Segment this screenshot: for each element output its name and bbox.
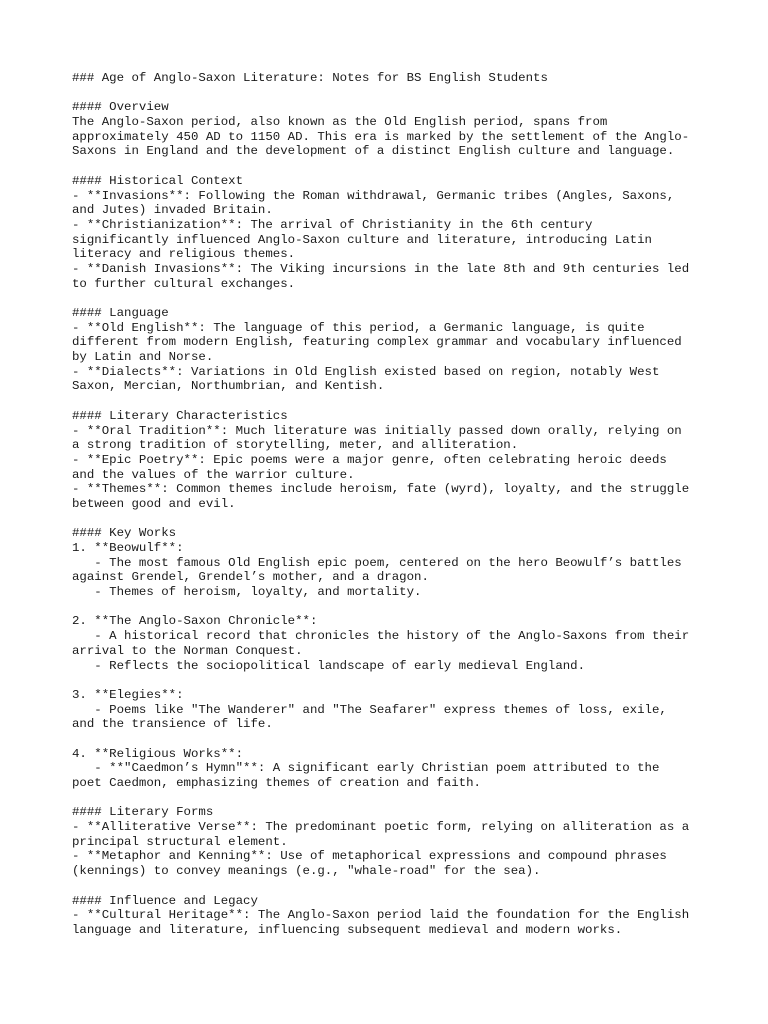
bullet-item: - Reflects the sociopolitical landscape of early medieval England. [72, 658, 586, 673]
document-page [72, 71, 712, 938]
blank-line [72, 600, 712, 615]
section-heading: #### Historical Context [72, 173, 244, 188]
section-heading: #### Literary Characteristics [72, 408, 288, 423]
bullet-item: - **Themes**: Common themes include heroism, fate (wyrd), loyalty, and the struggle [72, 482, 690, 497]
section-heading: #### Language [72, 306, 169, 320]
bullet-item: - **Metaphor and Kenning**: Use of metaphorical expressions and compound phrases [72, 849, 667, 864]
text-line: literacy and religious themes. [72, 247, 296, 262]
text-line: significantly influenced Anglo-Saxon culture and literature, introducing Latin [72, 232, 652, 247]
section-heading: #### Literary Forms [72, 805, 214, 820]
bullet-item: - **"Caedmon’s Hymn"**: A significant early Christian poem attributed to the [72, 761, 660, 776]
bullet-item: - **Old English**: The language of this period, a Germanic language, is quite [72, 320, 645, 335]
text-line: The Anglo-Saxon period, also known as the Old English period, spans from [72, 115, 608, 130]
bullet-item: - **Danish Invasions**: The Viking incursions in the late 8th and 9th centuries led [72, 261, 690, 276]
text-line: and Jutes) invaded Britain. [72, 203, 273, 218]
bullet-item: - **Christianization**: The arrival of Christianity in the 6th century [72, 217, 593, 232]
bullet-item: - **Invasions**: Following the Roman withdrawal, Germanic tribes (Angles, Saxons, [72, 188, 675, 203]
blank-line [72, 512, 712, 527]
document-title: ### Age of Anglo-Saxon Literature: Notes for BS English Students [72, 71, 548, 85]
blank-line [72, 159, 712, 174]
numbered-item: 2. **The Anglo-Saxon Chronicle**: [72, 614, 318, 629]
text-line: against Grendel, Grendel’s mother, and a dragon. [72, 570, 429, 585]
bullet-item: - **Dialects**: Variations in Old English existed based on region, notably West [72, 364, 660, 379]
blank-line [72, 879, 712, 894]
text-line: between good and evil. [72, 496, 236, 511]
bullet-item: - **Alliterative Verse**: The predominant poetic form, relying on alliteration as a [72, 820, 690, 835]
bullet-item: - Poems like "The Wanderer" and "The Seafarer" express themes of loss, exile, [72, 702, 667, 717]
section-heading: #### Overview [72, 100, 169, 115]
text-line: and the values of the warrior culture. [72, 467, 355, 482]
bullet-item: - The most famous Old English epic poem, centered on the hero Beowulf’s battles [72, 555, 682, 570]
text-line: approximately 450 AD to 1150 AD. This era is marked by the settlement of the Anglo- [72, 129, 690, 144]
bullet-item: - **Oral Tradition**: Much literature was initially passed down orally, relying on [72, 423, 682, 438]
bullet-item: - A historical record that chronicles the history of the Anglo-Saxons from their [72, 629, 690, 644]
numbered-item: 4. **Religious Works**: [72, 746, 244, 761]
text-line: poet Caedmon, emphasizing themes of creation and faith. [72, 776, 481, 790]
blank-line [72, 673, 712, 688]
section-heading: #### Influence and Legacy [72, 893, 258, 908]
text-line: (kennings) to convey meanings (e.g., "whale-road" for the sea). [72, 864, 541, 879]
blank-line [72, 791, 712, 806]
blank-line [72, 86, 712, 101]
text-line: language and literature, influencing subsequent medieval and modern works. [72, 922, 623, 937]
text-line: Saxons in England and the development of a distinct English culture and language. [72, 144, 675, 159]
blank-line [72, 732, 712, 747]
text-line: to further cultural exchanges. [72, 276, 296, 291]
text-line: and the transience of life. [72, 717, 273, 732]
numbered-item: 3. **Elegies**: [72, 687, 184, 702]
text-line: a strong tradition of storytelling, meter, and alliteration. [72, 438, 519, 453]
blank-line [72, 291, 712, 306]
blank-line [72, 394, 712, 409]
bullet-item: - Themes of heroism, loyalty, and mortality. [72, 585, 422, 600]
text-line: arrival to the Norman Conquest. [72, 643, 303, 658]
text-line: different from modern English, featuring complex grammar and vocabulary influenced [72, 335, 682, 350]
text-line: by Latin and Norse. [72, 350, 214, 365]
section-heading: #### Key Works [72, 526, 177, 541]
text-line: Saxon, Mercian, Northumbrian, and Kentish. [72, 379, 385, 394]
bullet-item: - **Cultural Heritage**: The Anglo-Saxon period laid the foundation for the English [72, 908, 690, 923]
bullet-item: - **Epic Poetry**: Epic poems were a major genre, often celebrating heroic deeds [72, 452, 667, 467]
numbered-item: 1. **Beowulf**: [72, 541, 184, 555]
text-line: principal structural element. [72, 834, 288, 849]
